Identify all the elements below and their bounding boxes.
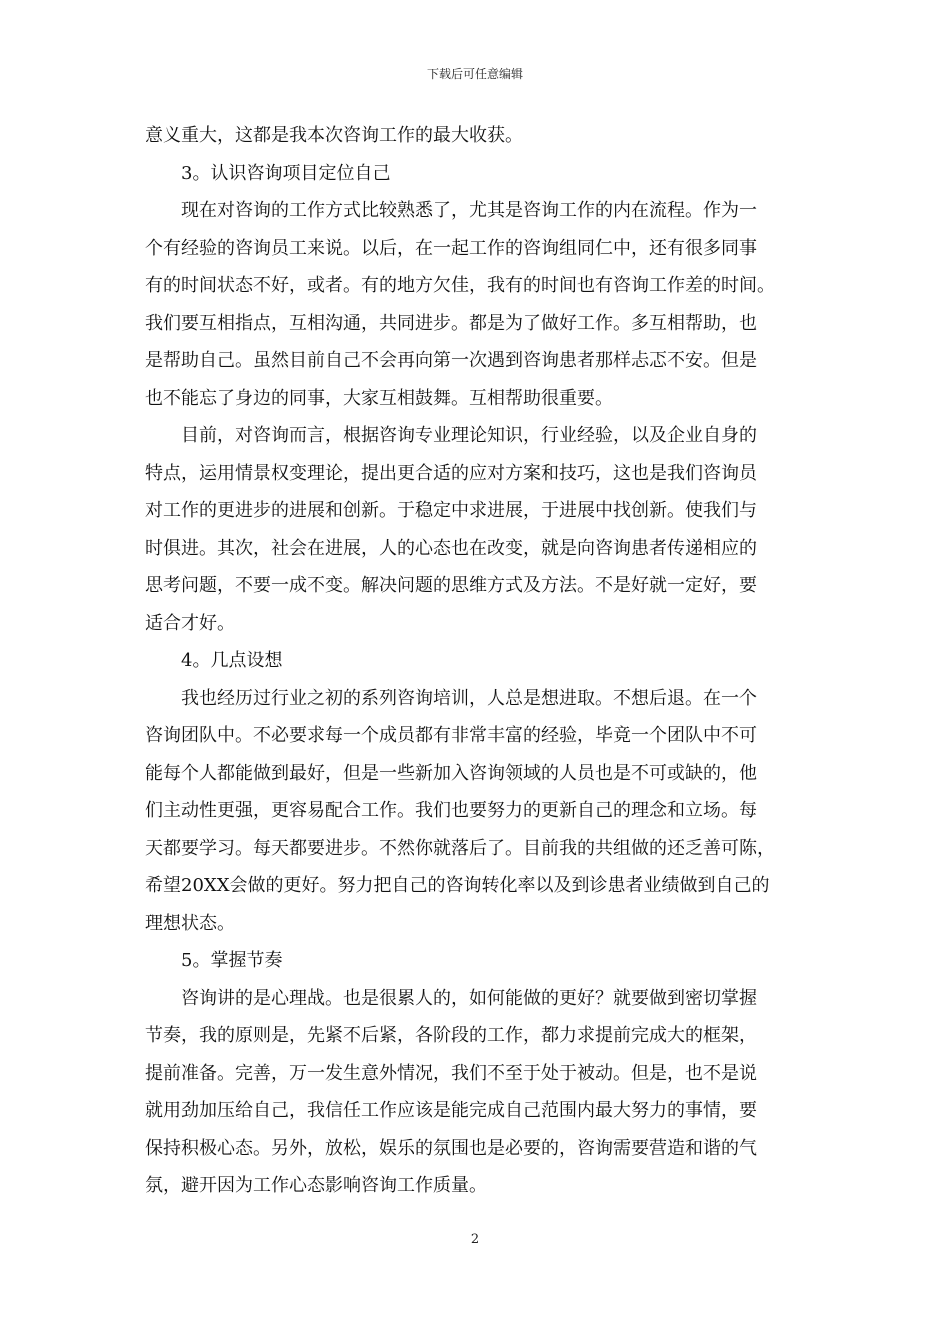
body-line: 我们要互相指点，互相沟通，共同进步。都是为了做好工作。多互相帮助，也 <box>145 312 757 334</box>
section-heading-3: 3。认识咨询项目定位自己 <box>181 162 391 184</box>
body-line: 个有经验的咨询员工来说。以后，在一起工作的咨询组同仁中，还有很多同事 <box>145 237 757 259</box>
body-line: 思考问题，不要一成不变。解决问题的思维方式及方法。不是好就一定好，要 <box>145 575 757 596</box>
body-line: 我也经历过行业之初的系列咨询培训，人总是想进取。不想后退。在一个 <box>181 687 757 709</box>
body-line: 是帮助自己。虽然目前自己不会再向第一次遇到咨询患者那样忐忑不安。但是 <box>145 350 757 371</box>
body-line: 氛，避开因为工作心态影响咨询工作质量。 <box>145 1175 487 1196</box>
page-number: 2 <box>470 1232 480 1247</box>
body-line: 们主动性更强，更容易配合工作。我们也要努力的更新自己的理念和立场。每 <box>145 800 757 821</box>
body-line: 时俱进。其次，社会在进展，人的心态也在改变，就是向咨询患者传递相应的 <box>145 537 757 559</box>
section-heading-4: 4。几点设想 <box>181 650 283 671</box>
document-body <box>145 117 825 1205</box>
page-header: 下载后可任意编辑 <box>426 67 523 81</box>
body-line: 咨询讲的是心理战。也是很累人的，如何能做的更好？就要做到密切掌握 <box>181 987 757 1009</box>
body-line: 适合才好。 <box>145 612 235 634</box>
body-line: 保持积极心态。另外，放松，娱乐的氛围也是必要的，咨询需要营造和谐的气 <box>145 1137 757 1159</box>
body-line: 天都要学习。每天都要进步。不然你就落后了。目前我的共组做的还乏善可陈， <box>145 837 775 859</box>
body-line: 节奏，我的原则是，先紧不后紧，各阶段的工作，都力求提前完成大的框架， <box>145 1025 757 1046</box>
body-line: 能每个人都能做到最好，但是一些新加入咨询领域的人员也是不可或缺的，他 <box>145 762 757 784</box>
body-line: 也不能忘了身边的同事，大家互相鼓舞。互相帮助很重要。 <box>145 387 613 409</box>
body-line: 意义重大，这都是我本次咨询工作的最大收获。 <box>145 125 523 146</box>
body-line: 理想状态。 <box>145 912 235 934</box>
body-line: 特点，运用情景权变理论，提出更合适的应对方案和技巧，这也是我们咨询员 <box>145 462 757 484</box>
body-line: 目前，对咨询而言，根据咨询专业理论知识，行业经验，以及企业自身的 <box>181 425 757 446</box>
body-line: 对工作的更进步的进展和创新。于稳定中求进展，于进展中找创新。使我们与 <box>145 500 757 521</box>
body-line: 现在对咨询的工作方式比较熟悉了，尤其是咨询工作的内在流程。作为一 <box>181 200 757 221</box>
body-line: 咨询团队中。不必要求每一个成员都有非常丰富的经验，毕竟一个团队中不可 <box>145 725 757 746</box>
section-heading-5: 5。掌握节奏 <box>181 950 283 971</box>
body-line: 就用劲加压给自己，我信任工作应该是能完成自己范围内最大努力的事情，要 <box>145 1100 757 1121</box>
body-line: 希望20XX会做的更好。努力把自己的咨询转化率以及到诊患者业绩做到自己的 <box>145 875 770 896</box>
body-line: 提前准备。完善，万一发生意外情况，我们不至于处于被动。但是，也不是说 <box>145 1062 757 1084</box>
body-line: 有的时间状态不好，或者。有的地方欠佳，我有的时间也有咨询工作差的时间。 <box>145 275 775 296</box>
